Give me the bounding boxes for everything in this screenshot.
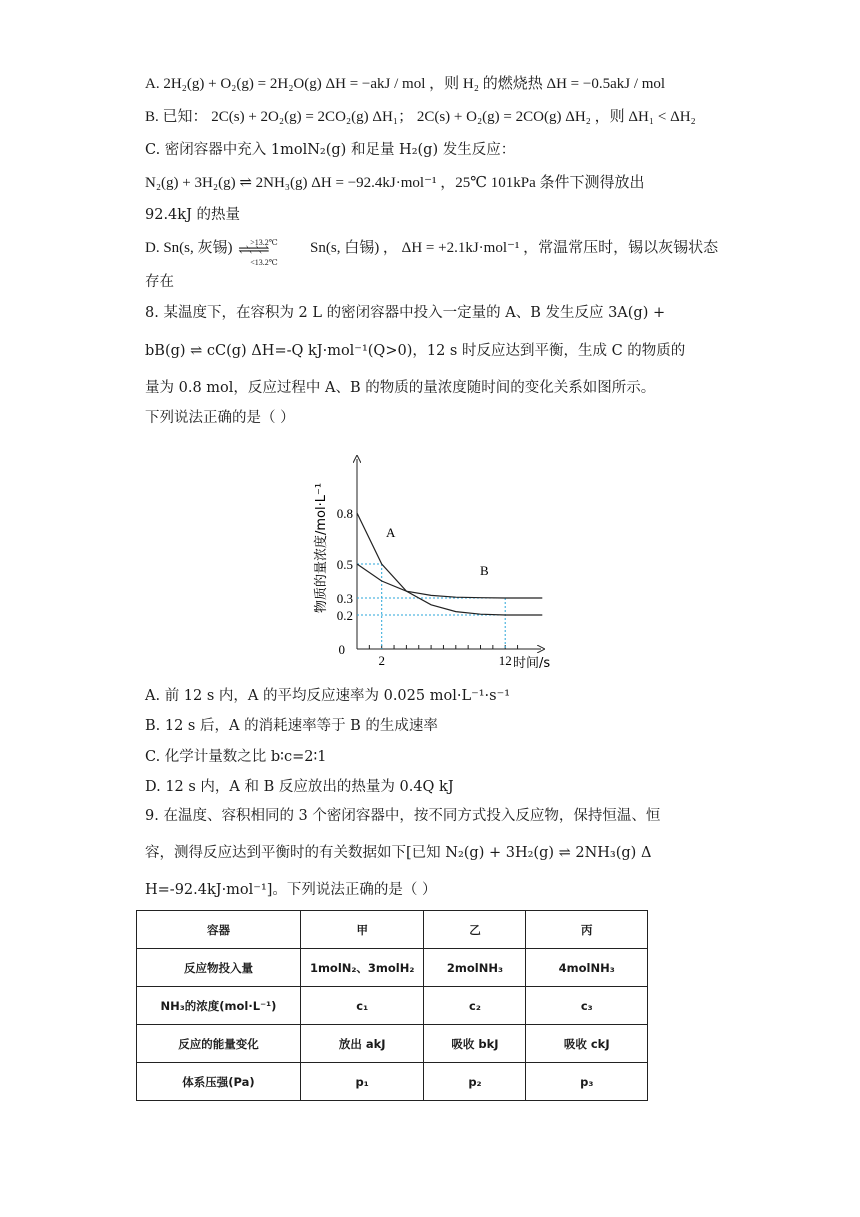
- table-cell: 放出 akJ: [300, 1025, 423, 1063]
- energy-change-row: [137, 1025, 648, 1063]
- x-tick-label: 2: [378, 653, 385, 668]
- question-8-line1: 8. 某温度下，在容积为 2 L 的密闭容器中投入一定量的 A、B 发生反应 3A(g) +: [145, 305, 666, 321]
- option-7d-line1: [145, 237, 719, 267]
- option-7c-line1: C. 密闭容器中充入 1molN₂(g) 和足量 H₂(g) 发生反应：: [145, 142, 516, 158]
- table-cell: p₂: [424, 1063, 526, 1101]
- arrow-condition-top: >13.2℃: [250, 237, 278, 247]
- table-cell: p₁: [300, 1063, 423, 1101]
- question-9-line2: 容，测得反应达到平衡时的有关数据如下[已知 N₂(g) + 3H₂(g) ⇌ 2NH₃(g) Δ: [145, 845, 652, 861]
- series-line-A: [357, 513, 542, 615]
- question-9-line1: 9. 在温度、容积相同的 3 个密闭容器中，按不同方式投入反应物，保持恒温、恒: [145, 808, 661, 824]
- reversible-arrow-label: [236, 237, 306, 267]
- pressure-row: [137, 1063, 648, 1101]
- table-cell: 反应物投入量: [137, 949, 301, 987]
- option-7b: B. 已知： 2C(s) + 2O₂(g) = 2CO₂(g) ΔH₁； 2C(s) + O₂(g) = 2CO(g) ΔH₂ ，则 ΔH₁ < ΔH₂: [145, 109, 696, 125]
- option-7a: A. 2H₂(g) + O₂(g) = 2H₂O(g) ΔH = −akJ / mol ，则 H₂ 的燃烧热 ΔH = −0.5akJ / mol: [145, 76, 666, 92]
- x-axis-label: 时间/s: [513, 656, 551, 671]
- table-cell: c₃: [526, 987, 648, 1025]
- y-tick-label: 0.8: [336, 506, 353, 521]
- table-cell: 容器: [137, 911, 301, 949]
- option-7d-line2: 存在: [145, 274, 174, 290]
- y-tick-label: 0.2: [336, 608, 353, 623]
- table-cell: 4molNH₃: [526, 949, 648, 987]
- reversible-arrow-icon: ⇌⇌⇌: [238, 242, 268, 258]
- table-cell: 乙: [424, 911, 526, 949]
- table-cell: c₁: [300, 987, 423, 1025]
- question-8-line2: bB(g) ⇌ cC(g) ΔH=-Q kJ·mol⁻¹(Q>0)，12 s 时反应达到平衡，生成 C 的物质的: [145, 343, 686, 359]
- table-cell: 丙: [526, 911, 648, 949]
- table-cell: 吸收 bkJ: [424, 1025, 526, 1063]
- option-7c-line3: 92.4kJ 的热量: [145, 207, 240, 223]
- input-row: [137, 949, 648, 987]
- y-tick-label: 0.5: [336, 557, 353, 572]
- question-8-line4: 下列说法正确的是（ ）: [145, 410, 295, 426]
- option-8b: B. 12 s 后，A 的消耗速率等于 B 的生成速率: [145, 718, 438, 734]
- question-9-line3: H=-92.4kJ·mol⁻¹]。下列说法正确的是（ ）: [145, 882, 437, 898]
- arrow-condition-bottom: <13.2℃: [250, 257, 278, 267]
- header-row: [137, 911, 648, 949]
- series-line-B: [357, 564, 542, 598]
- y-tick-label: 0.3: [336, 591, 353, 606]
- option-7c-line2: N₂(g) + 3H₂(g) ⇌ 2NH₃(g) ΔH = −92.4kJ·mol⁻¹ ，25℃ 101kPa 条件下测得放出: [145, 175, 645, 191]
- table-cell: 吸收 ckJ: [526, 1025, 648, 1063]
- table-cell: 2molNH₃: [424, 949, 526, 987]
- nh3-concentration-row: [137, 987, 648, 1025]
- option-8d: D. 12 s 内，A 和 B 反应放出的热量为 0.4Q kJ: [145, 779, 454, 795]
- x-tick-label: 12: [498, 653, 512, 668]
- table-cell: NH₃的浓度(mol·L⁻¹): [137, 987, 301, 1025]
- table-cell: 反应的能量变化: [137, 1025, 301, 1063]
- origin-label: 0: [338, 642, 345, 657]
- option-7d-right: Sn(s, 白锡) ， ΔH = +2.1kJ·mol⁻¹ ，常温常压时，锡以灰锡状态: [310, 240, 719, 256]
- y-axis-label: 物质的量浓度/mol·L⁻¹: [314, 482, 329, 613]
- equilibrium-data-table: [136, 910, 648, 1101]
- series-label-A: A: [386, 525, 396, 540]
- table-cell: 体系压强(Pa): [137, 1063, 301, 1101]
- option-8a: A. 前 12 s 内，A 的平均反应速率为 0.025 mol·L⁻¹·s⁻¹: [145, 688, 511, 704]
- concentration-time-chart: [305, 455, 551, 671]
- option-7d-left: D. Sn(s, 灰锡): [145, 240, 233, 256]
- question-8-line3: 量为 0.8 mol，反应过程中 A、B 的物质的量浓度随时间的变化关系如图所示。: [145, 380, 656, 396]
- series-label-B: B: [480, 563, 489, 578]
- table-cell: c₂: [424, 987, 526, 1025]
- option-8c: C. 化学计量数之比 b∶c=2∶1: [145, 749, 327, 765]
- table-cell: p₃: [526, 1063, 648, 1101]
- table-cell: 甲: [300, 911, 423, 949]
- table-cell: 1molN₂、3molH₂: [300, 949, 423, 987]
